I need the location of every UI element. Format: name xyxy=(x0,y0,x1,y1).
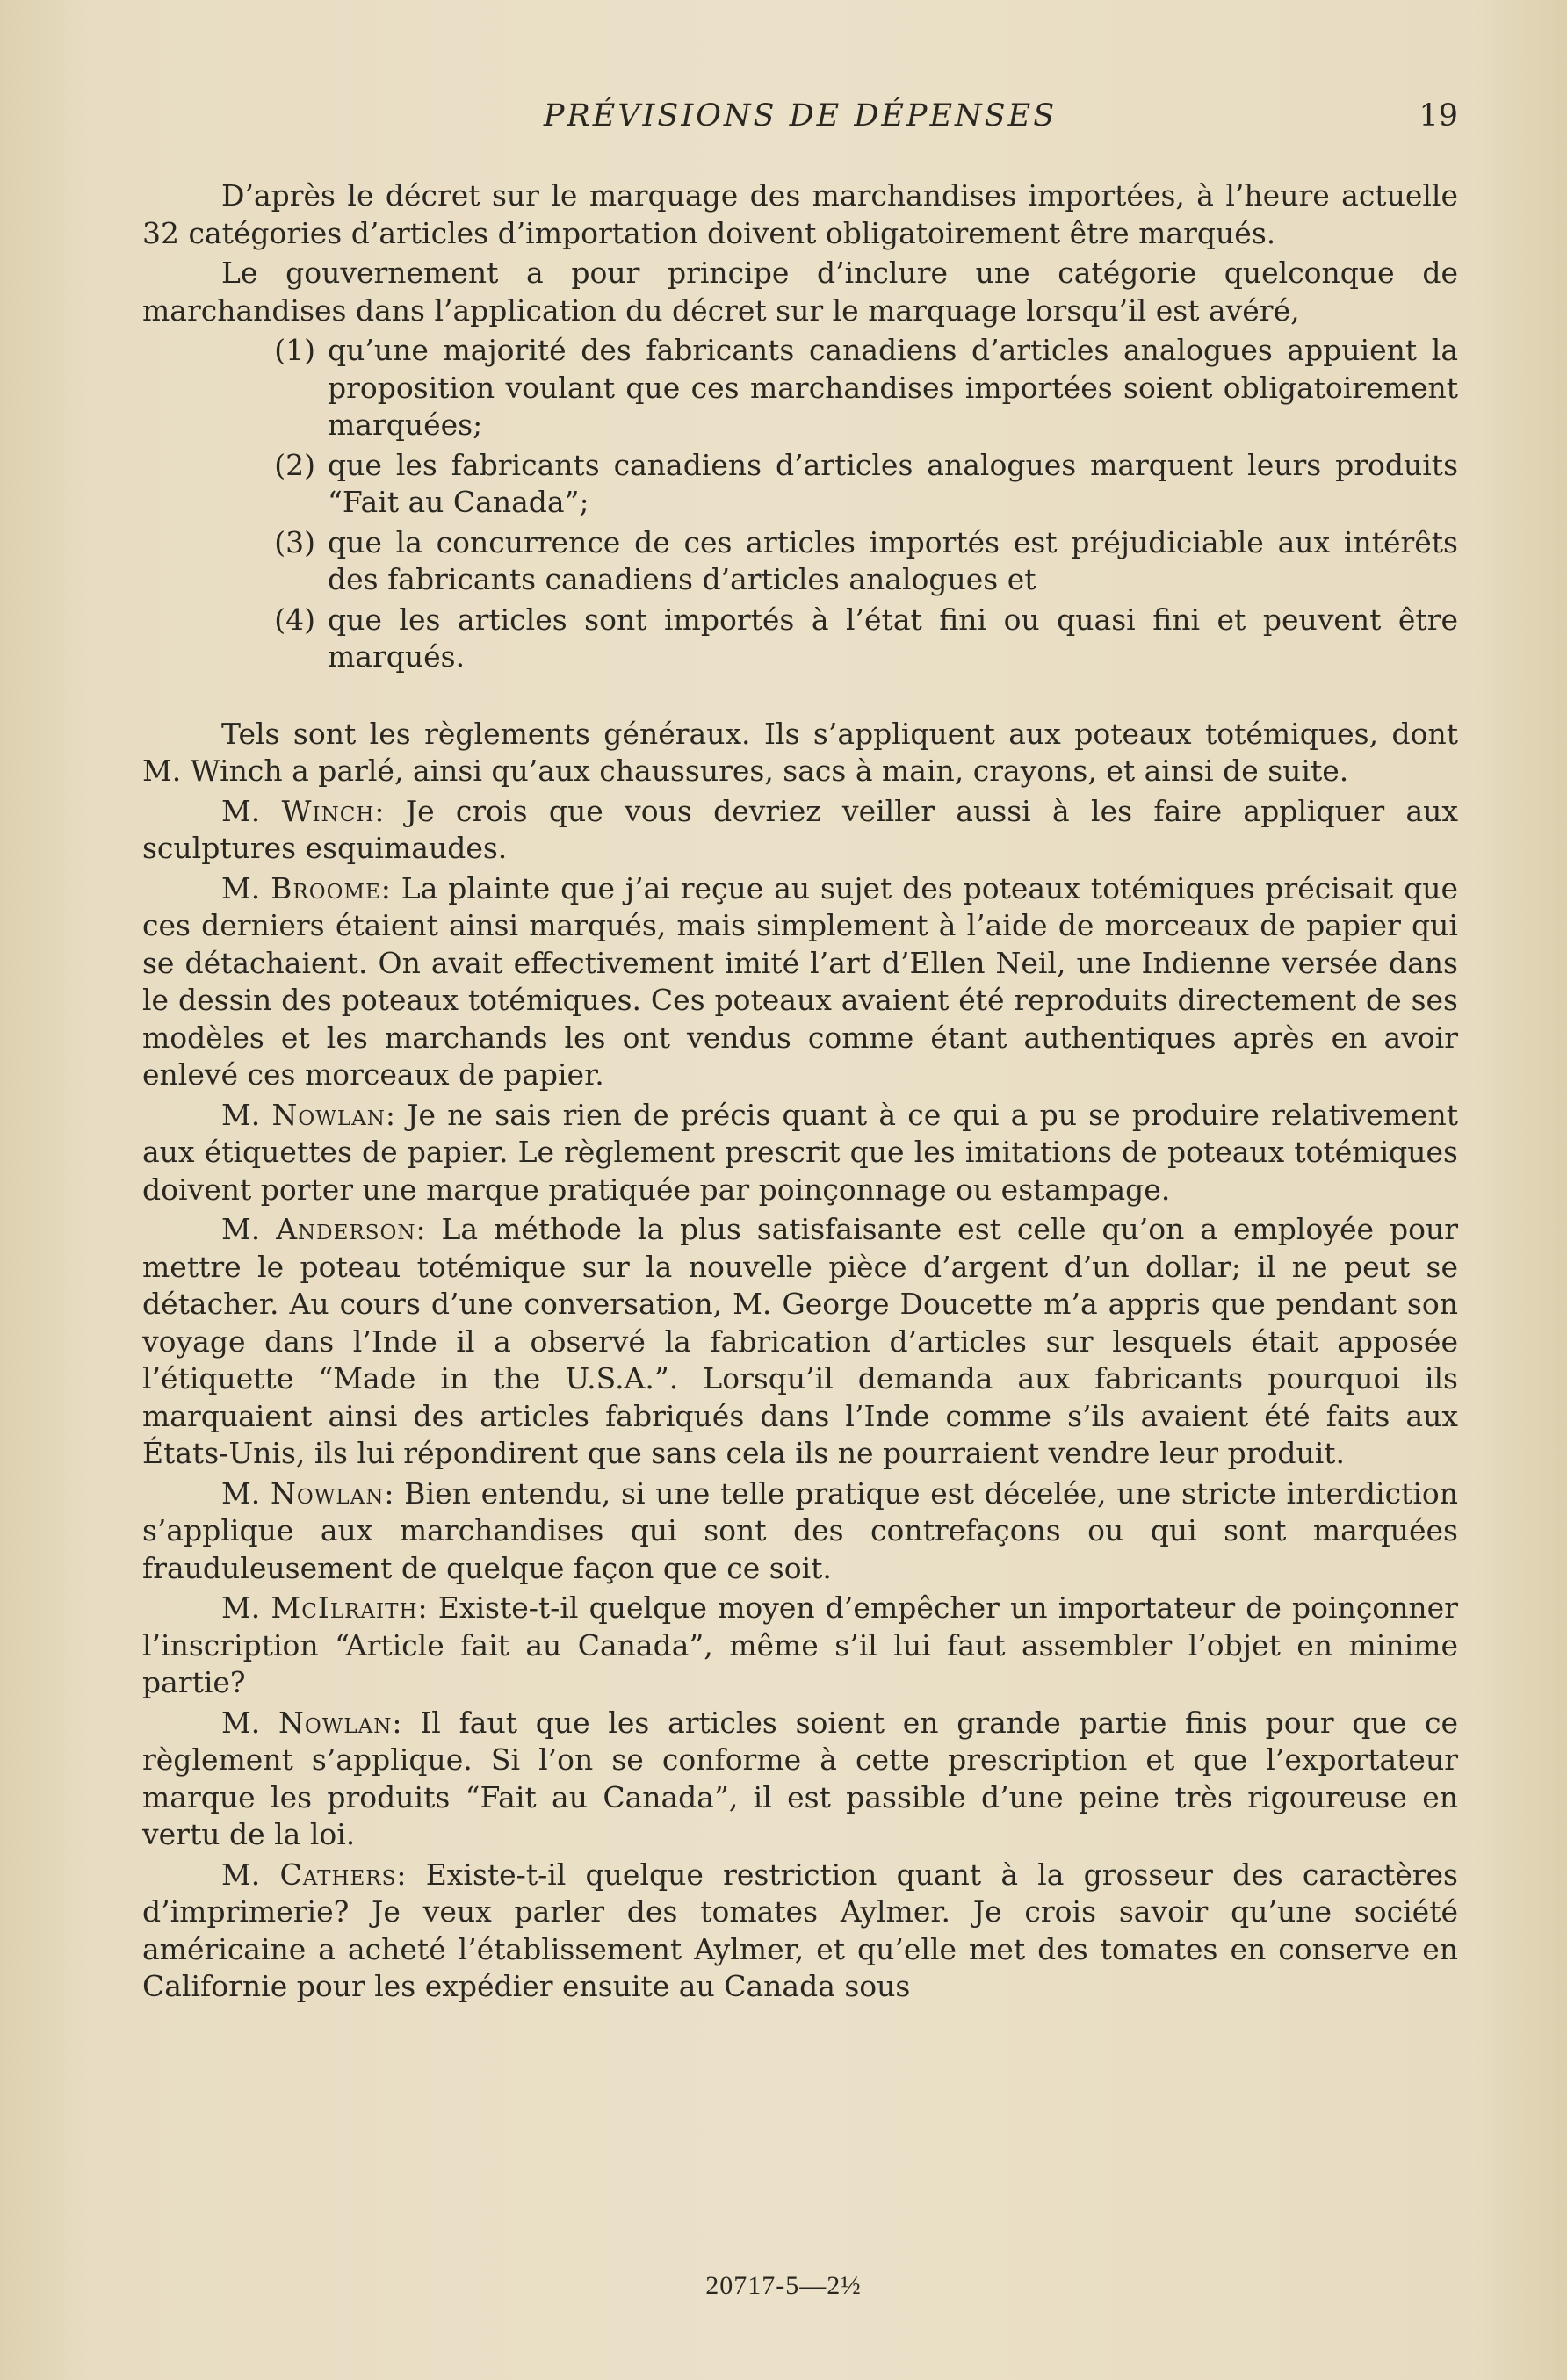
speaker-name: Winch xyxy=(281,793,375,828)
speaker-name: Nowlan xyxy=(271,1475,385,1511)
condition-number: (2) xyxy=(274,447,315,482)
speech-text: : Il faut que les articles soient en grande partie finis pour que ce règlement s’applique. Si l’on se conforme à cette prescription et que l’exportateur marque les produits “Fait au Canada”, il est passible d’une peine très rigoureuse en vertu de la loi. xyxy=(142,1705,1458,1851)
speech-text: : Existe-t-il quelque moyen d’empêcher un importateur de poinçonner l’inscription “Article fait au Canada”, même s’il lui faut assembler l’objet en minime partie? xyxy=(142,1590,1458,1699)
condition-text: que les fabricants canadiens d’articles analogues marquent leurs produits “Fait au Canada”; xyxy=(328,447,1458,519)
speech-text: : Je crois que vous devriez veiller aussi à les faire appliquer aux sculptures esquimaudes. xyxy=(142,793,1458,865)
condition-text: que les articles sont importés à l’état fini ou quasi fini et peuvent être marqués. xyxy=(328,602,1458,674)
speaker-name: Nowlan xyxy=(278,1705,393,1740)
exchange xyxy=(142,1097,1458,1209)
exchange xyxy=(142,1475,1458,1588)
exchange xyxy=(142,1705,1458,1854)
speaker-prefix: M. xyxy=(221,1212,261,1246)
speaker-name: Anderson xyxy=(276,1212,416,1246)
speech-text: : La plainte que j’ai reçue au sujet des poteaux totémiques précisait que ces derniers étaient ainsi marqués, mais simplement à l’aide de morceaux de papier qui se détachaient. On avait effectivement imité l’art d’Ellen Neil, une Indienne versée dans le dessin des poteaux totémiques. Ces poteaux avaient été reproduits directement de ses modèles et les marchands les ont vendus comme étant authentiques après en avoir enlevé ces morceaux de papier. xyxy=(142,870,1458,1092)
paragraph: Le gouvernement a pour principe d’inclure une catégorie quelconque de marchandises dans l’application du décret sur le marquage lorsqu’il est avéré, xyxy=(142,256,1458,328)
speaker-prefix: M. xyxy=(221,793,261,828)
condition-text: que la concurrence de ces articles importés est préjudiciable aux intérêts des fabricants canadiens d’articles analogues et xyxy=(328,524,1458,596)
speech-text: : La méthode la plus satisfaisante est celle qu’on a employée pour mettre le poteau totémique sur la nouvelle pièce d’argent d’un dollar; il ne peut se détacher. Au cours d’une conversation, M. George Doucette m’a appris que pendant son voyage dans l’Inde il a observé la fabrication d’articles sur lesquels était apposée l’étiquette “Made in the U.S.A.”. Lorsqu’il demanda aux fabricants pourquoi ils marquaient ainsi des articles fabriqués dans l’Inde comme s’ils avaient été faits aux États-Unis, ils lui répondirent que sans cela ils ne pourraient vendre leur produit. xyxy=(142,1212,1458,1470)
spacer xyxy=(142,679,1458,716)
page-header xyxy=(142,98,1458,151)
condition-number: (4) xyxy=(274,602,315,637)
exchange xyxy=(142,1211,1458,1473)
speaker-name: Cathers xyxy=(279,1857,397,1892)
exchange xyxy=(142,870,1458,1094)
speech-text: : Bien entendu, si une telle pratique est décelée, une stricte interdiction s’applique aux marchandises qui sont des contrefaçons ou qui sont marquées frauduleusement de quelque façon que ce soit. xyxy=(142,1475,1458,1585)
condition-item xyxy=(142,332,1458,444)
condition-number: (1) xyxy=(274,333,315,367)
speech-text: : Je ne sais rien de précis quant à ce qui a pu se produire relativement aux étiquettes de papier. Le règlement prescrit que les imitations de poteaux totémiques doivent porter une marque pratiquée par poinçonnage ou estampage. xyxy=(142,1097,1458,1207)
speaker-name: Nowlan xyxy=(271,1097,386,1132)
paragraph: D’après le décret sur le marquage des marchandises importées, à l’heure actuelle 32 catégories d’articles d’importation doivent obligatoirement être marqués. xyxy=(142,178,1458,250)
signature-mark: 20717-5—2½ xyxy=(705,2271,862,2300)
speaker-prefix: M. xyxy=(221,1590,261,1625)
condition-item xyxy=(142,447,1458,522)
exchange xyxy=(142,793,1458,868)
speaker-name: McIlraith xyxy=(271,1590,418,1625)
condition-item xyxy=(142,524,1458,599)
speaker-prefix: M. xyxy=(221,870,261,905)
speaker-name: Broome xyxy=(271,870,381,905)
paragraph: Tels sont les règlements généraux. Ils s’appliquent aux poteaux totémiques, dont M. Winch a parlé, ainsi qu’aux chaussures, sacs à main, crayons, et ainsi de suite. xyxy=(142,716,1458,788)
speaker-prefix: M. xyxy=(221,1475,261,1511)
speaker-prefix: M. xyxy=(221,1097,261,1132)
condition-text: qu’une majorité des fabricants canadiens d’articles analogues appuient la proposition voulant que ces marchandises importées soient obligatoirement marquées; xyxy=(328,333,1458,442)
body-text xyxy=(142,177,1458,2009)
running-title: PRÉVISIONS DE DÉPENSES xyxy=(543,98,1058,133)
exchange xyxy=(142,1857,1458,2006)
condition-number: (3) xyxy=(274,524,315,559)
speaker-prefix: M. xyxy=(221,1705,261,1740)
speech-text: : Existe-t-il quelque restriction quant à la grosseur des caractères d’imprimerie? Je veux parler des tomates Aylmer. Je crois savoir qu’une société américaine a acheté l’établissement Aylmer, et qu’elle met des tomates en conserve en Californie pour les expédier ensuite au Canada sous xyxy=(142,1857,1458,2003)
page-number: 19 xyxy=(1419,98,1458,133)
exchange xyxy=(142,1590,1458,1702)
speaker-prefix: M. xyxy=(221,1857,261,1892)
condition-item xyxy=(142,602,1458,676)
